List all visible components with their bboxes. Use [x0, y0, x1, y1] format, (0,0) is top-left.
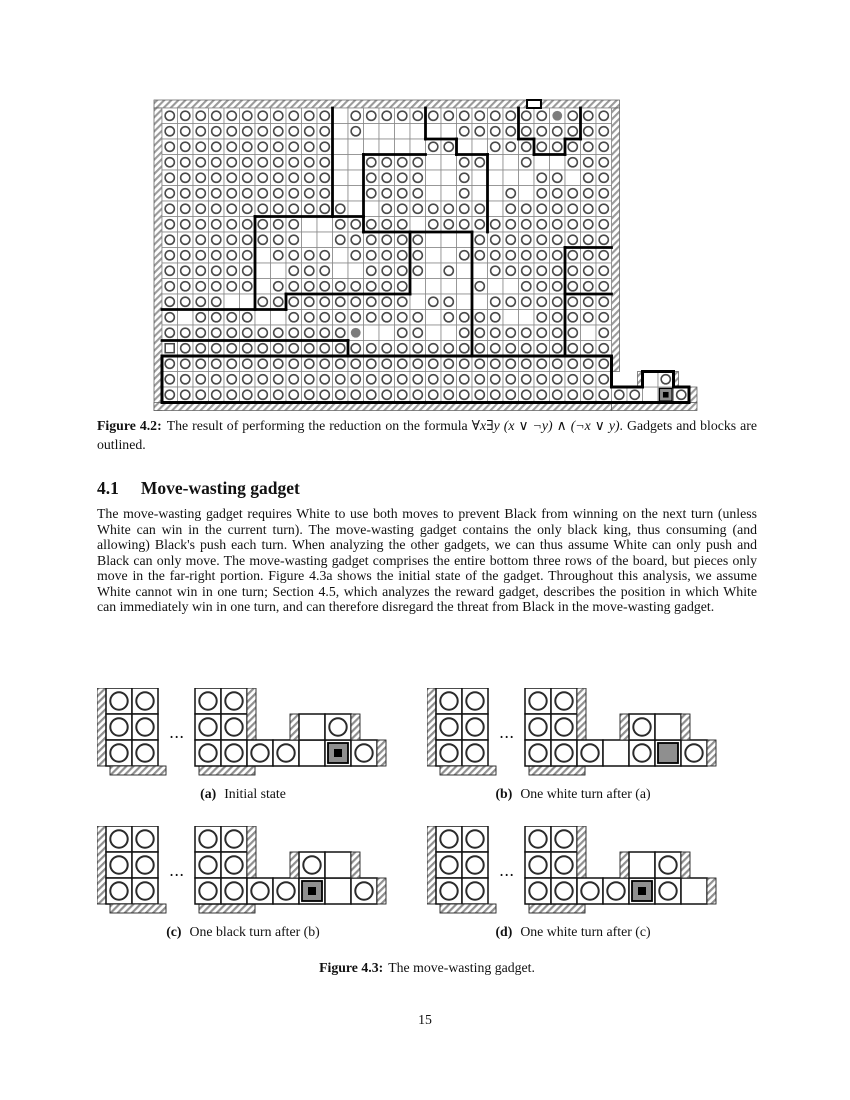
- ellipsis: ...: [169, 723, 185, 742]
- subfigure-caption-text: One white turn after (a): [520, 786, 651, 801]
- figure-4-3-row: [97, 688, 759, 802]
- figure-4-3-row: [97, 826, 759, 940]
- subfigure-a: [97, 688, 427, 802]
- subfigure-board-svg: [427, 826, 722, 916]
- gray-dot: [351, 328, 361, 338]
- page-number: 15: [418, 1012, 432, 1027]
- subfigure-caption: [97, 924, 389, 940]
- section-title: Move-wasting gadget: [140, 478, 300, 498]
- ellipsis: ...: [499, 861, 515, 880]
- subfigure-label: (d): [495, 924, 513, 939]
- gray-dot: [552, 111, 562, 121]
- figure-4-2-caption-tail: . Gadgets and blocks are outlined.: [97, 418, 758, 452]
- subfigure-label: (a): [200, 786, 217, 801]
- figure-4-3-caption-label: Figure 4.3:: [319, 960, 384, 975]
- figure-4-2-caption: [97, 417, 757, 454]
- section-number: 4.1: [97, 478, 119, 498]
- subfigure-caption-text: One white turn after (c): [520, 924, 651, 939]
- figure-4-3-caption-text: The move-wasting gadget.: [388, 960, 535, 975]
- gray-square: [658, 743, 678, 763]
- subfigure-b: [427, 688, 757, 802]
- subfigure-caption-text: Initial state: [224, 786, 286, 801]
- border-notch: [527, 100, 541, 108]
- section-heading: [97, 478, 300, 499]
- body-paragraph: The move-wasting gadget requires White to use both moves to prevent Black from winning on the next turn (unless White can win in the current turn). The move-wasting gadget contains the only black king, thus consuming (and allowing) Black's push each turn. When analyzing the other gadgets, we can thus assume White can only push and Black can only move. The move-wasting gadget comprises the entire bottom three rows of the board, but pieces only move in the far-right portion. Figure 4.3a shows the initial state of the gadget. Throughout this analysis, we assume White cannot win in one turn; Section 4.5, which analyzes the reward gadget, describes the position in which White can immediately win in one turn, and can therefore disregard the threat from Black in the move-wasting gadget.: [97, 506, 757, 614]
- subfigure-d: [427, 826, 757, 940]
- figure-4-2-caption-label: Figure 4.2:: [97, 418, 162, 433]
- subfigure-c: [97, 826, 427, 940]
- figure-4-2-board: [152, 98, 704, 416]
- subfigure-caption: [97, 786, 389, 802]
- subfigure-caption: [427, 924, 719, 940]
- white-king-icon: [165, 344, 174, 353]
- subfigure-label: (c): [166, 924, 182, 939]
- subfigure-caption: [427, 786, 719, 802]
- subfigure-board-svg: [97, 826, 392, 916]
- ellipsis: ...: [169, 861, 185, 880]
- subfigure-board-svg: [97, 688, 392, 778]
- figure-4-2-caption-text: The result of performing the reduction on the formula: [166, 418, 472, 433]
- figure-4-2-caption-formula: ∀x∃y (x ∨ ¬y) ∧ (¬x ∨ y): [471, 418, 620, 433]
- subfigure-board-svg: [427, 688, 722, 778]
- figure-4-3: [97, 688, 759, 964]
- subfigure-label: (b): [495, 786, 513, 801]
- ellipsis: ...: [499, 723, 515, 742]
- figure-4-3-caption: [97, 960, 757, 976]
- figure-4-2-board-svg: [152, 98, 704, 416]
- subfigure-caption-text: One black turn after (b): [189, 924, 320, 939]
